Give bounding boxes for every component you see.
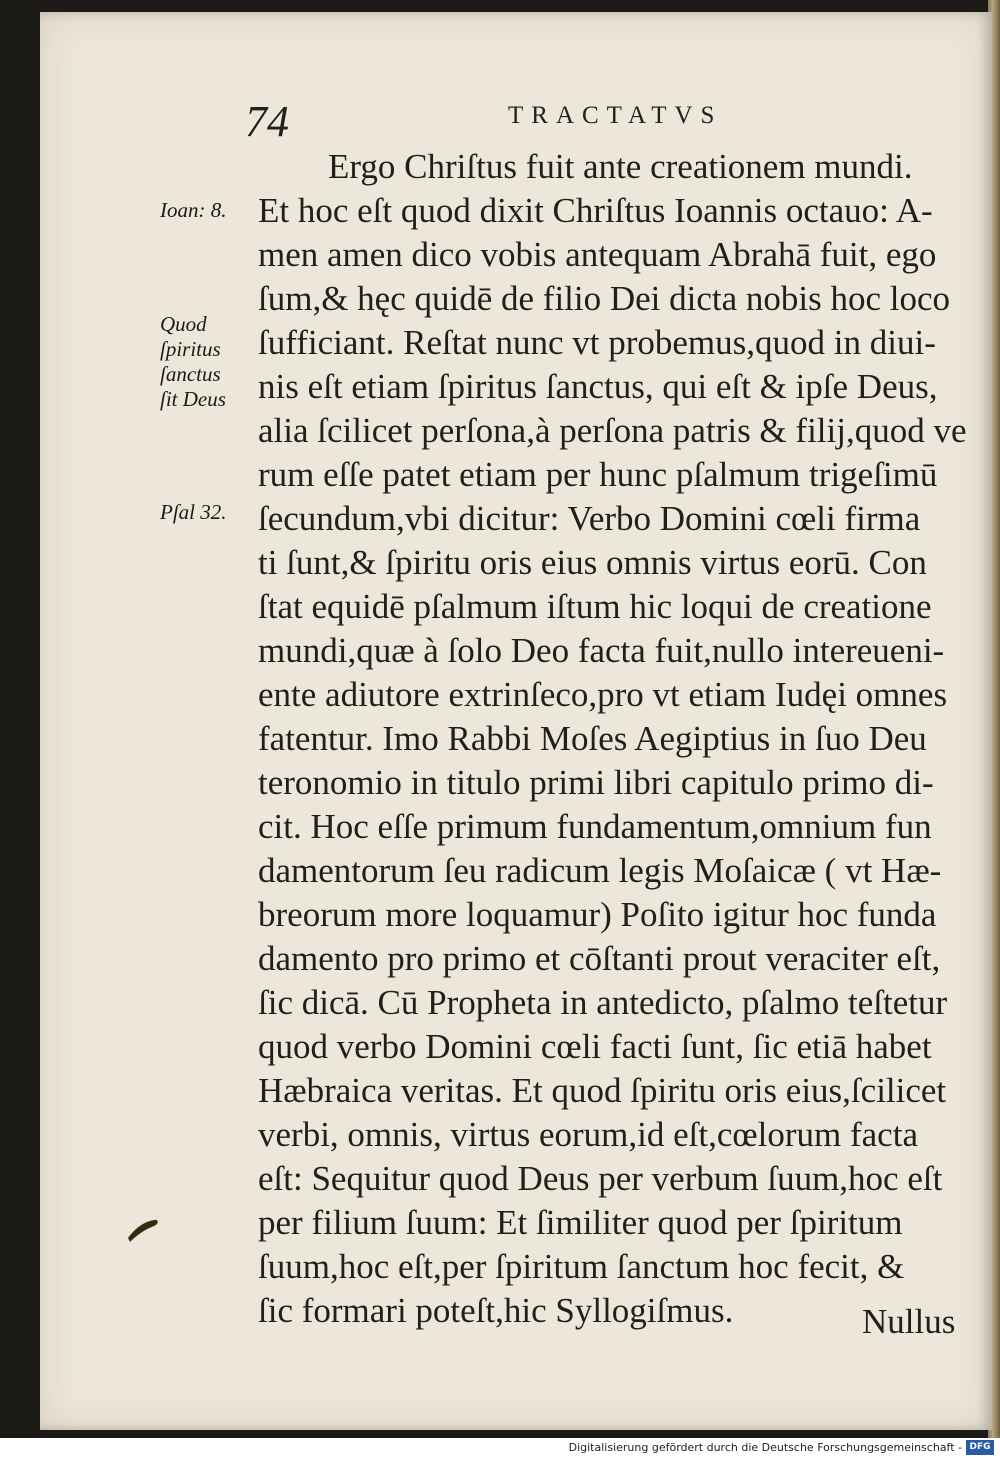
text-line: quod verbo Domini cœli facti ſunt, ſic etiā habet — [258, 1027, 932, 1066]
margin-note-quod — [160, 312, 256, 412]
text-line: alia ſcilicet perſona,à perſona patris & filij,quod ve — [258, 411, 967, 450]
text-line: ti ſunt,& ſpiritu oris eius omnis virtus eorū. Con — [258, 543, 927, 582]
page-number: 74 — [245, 97, 289, 146]
text-line: ſecundum,vbi dicitur: Verbo Domini cœli firma — [258, 499, 921, 538]
running-head: TRACTATVS — [508, 102, 723, 129]
margin-note-line: Quod — [160, 312, 207, 336]
margin-note-line: ſanctus — [160, 362, 221, 386]
text-line: verbi, omnis, virtus eorum,id eſt,cœlorum facta — [258, 1115, 918, 1154]
text-line: rum eſſe patet etiam per hunc pſalmum trigeſimū — [258, 455, 938, 494]
text-line: cit. Hoc eſſe primum fundamentum,omnium fun — [258, 807, 932, 846]
text-line: ſufficiant. Reſtat nunc vt probemus,quod in diui- — [258, 323, 936, 362]
margin-note-line: ſpiritus — [160, 337, 221, 361]
margin-note-psal: Pſal 32. — [160, 500, 227, 524]
margin-note-line: ſit Deus — [160, 387, 226, 411]
text-line: Et hoc eſt quod dixit Chriſtus Ioannis octauo: A- — [258, 191, 933, 230]
book-page — [40, 12, 992, 1430]
text-line: teronomio in titulo primi libri capitulo primo di- — [258, 763, 934, 802]
text-line: ente adiutore extrinſeco,pro vt etiam Iudęi omnes — [258, 675, 948, 714]
footer-credit: Digitalisierung gefördert durch die Deutsche Forschungsgemeinschaft - — [568, 1441, 962, 1454]
text-line: mundi,quæ à ſolo Deo facta fuit,nullo intereueni- — [258, 631, 945, 670]
text-line: breorum more loquamur) Poſito igitur hoc funda — [258, 895, 937, 934]
text-line: Ergo Chriſtus fuit ante creationem mundi. — [328, 147, 913, 186]
text-line: per filium ſuum: Et ſimiliter quod per ſpiritum — [258, 1203, 903, 1242]
text-line: ſtat equidē pſalmum iſtum hic loqui de creatione — [258, 587, 932, 626]
footer-bar — [0, 1438, 1000, 1458]
text-line: eſt: Sequitur quod Deus per verbum ſuum,hoc eſt — [258, 1159, 943, 1198]
catchword: Nullus — [862, 1302, 956, 1341]
text-line: men amen dico vobis antequam Abrahā fuit, ego — [258, 235, 937, 274]
ink-blot-icon — [124, 1214, 164, 1244]
margin-note-ioan: Ioan: 8. — [160, 198, 227, 222]
text-line: nis eſt etiam ſpiritus ſanctus, qui eſt & ipſe Deus, — [258, 367, 938, 406]
text-line: damento pro primo et cōſtanti prout veraciter eſt, — [258, 939, 941, 978]
text-line: ſic dicā. Cū Propheta in antedicto, pſalmo teſtetur — [258, 983, 948, 1022]
text-line: fatentur. Imo Rabbi Moſes Aegiptius in ſuo Deu — [258, 719, 927, 758]
dfg-logo: DFG — [966, 1440, 994, 1455]
text-line: ſic formari poteſt,hic Syllogiſmus. — [258, 1291, 734, 1330]
text-line: Hæbraica veritas. Et quod ſpiritu oris eius,ſcilicet — [258, 1071, 947, 1110]
text-line: damentorum ſeu radicum legis Moſaicæ ( vt Hæ- — [258, 851, 942, 890]
text-line: ſum,& hęc quidē de filio Dei dicta nobis hoc loco — [258, 279, 951, 318]
text-line: ſuum,hoc eſt,per ſpiritum ſanctum hoc fecit, & — [258, 1247, 905, 1286]
